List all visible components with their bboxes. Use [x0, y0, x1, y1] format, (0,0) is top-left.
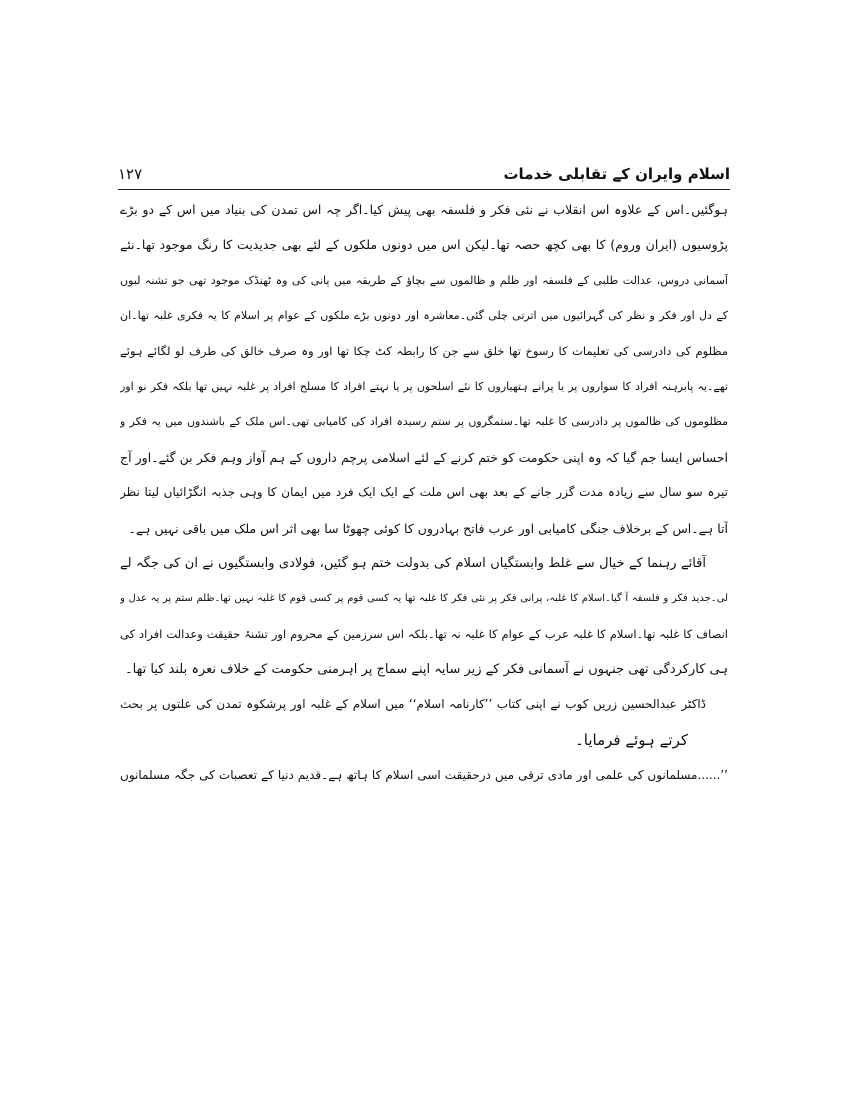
page-number: ۱۲۷: [118, 165, 143, 183]
text-line: لی۔جدید فکر و فلسفہ آ گیا۔اسلام کا غلبہ، پرانی فکر پر نئی فکر کا غلبہ تھا یہ کسی قوم پر کسی قوم کا غلبہ نہیں تھا۔ظلم ستم پر یہ عدل و: [120, 593, 728, 605]
text-line: ڈاکٹر عبدالحسین زریں کوب نے اپنی کتاب ’’کارنامہ اسلام‘‘ میں اسلام کے غلبہ اور پرشکوہ تمدن کی علتوں پر بحث: [120, 697, 706, 712]
text-line: آسمانی دروس، عدالت طلبی کے فلسفہ اور ظلم و ظالموں سے بچاؤ کے طریقہ میں پانی کی وہ ٹھنڈک موجود تھی جو تشنہ لبوں: [120, 273, 728, 287]
text-line: ’’......مسلمانوں کی علمی اور مادی ترقی میں درحقیقت اسی اسلام کا ہاتھ ہے۔قدیم دنیا کے تعصبات کی جگہ مسلمانوں: [120, 768, 728, 783]
text-line: ہی کارکردگی تھی جنہوں نے آسمانی فکر کے زیر سایہ اپنے سماج پر اہرمنی حکومت کے خلاف نعرہ بلند کیا تھا۔: [125, 662, 728, 678]
text-line: تیرہ سو سال سے زیادہ مدت گزر جانے کے بعد بھی اس ملت کے ایک ایک فرد میں ایمان کا وہی جذبہ انگڑائیاں لیتا نظر: [120, 485, 728, 500]
text-line: کے دل اور فکر و نظر کی گہرائیوں میں اترتی چلی گئی۔معاشرہ اور دونوں بڑے ملکوں کے عوام پر اسلام کا یہ فکری غلبہ تھا۔ان: [120, 309, 728, 323]
text-line: تھے۔یہ پابرہنہ افراد کا سواروں پر یا پرانے ہتھیاروں کا نئے اسلحوں پر یا نہتے افراد کا مسلح افراد پر غلبہ نہیں تھا بلکہ فکر نو اور: [120, 379, 728, 393]
text-line: ہوگئیں۔اس کے علاوہ اس انقلاب نے نئی فکر و فلسفہ بھی پیش کیا۔اگر چہ اس تمدن کی بنیاد میں اس کے دو بڑے: [120, 202, 728, 217]
text-line: آتا ہے۔اس کے برخلاف جنگی کامیابی اور عرب فاتح بہادروں کا کوئی چھوٹا سا بھی اثر اس ملک میں باقی نہیں ہے۔: [128, 520, 728, 536]
body-text: [120, 192, 728, 794]
text-line: آقائے رہنما کے خیال سے غلط وابستگیاں اسلام کی بدولت ختم ہو گئیں، فولادی وابستگیوں نے ان کی جگہ لے: [120, 555, 706, 571]
text-line: مظلوموں کی ظالموں پر دادرسی کا غلبہ تھا۔ستمگروں پر ستم رسیدہ افراد کی کامیابی تھی۔اس ملک کے باشندوں میں یہ فکر و: [120, 415, 728, 429]
running-title: اسلام وایران کے تقابلی خدمات: [503, 165, 730, 183]
text-line: احساس ایسا جم گیا کہ وہ اپنی حکومت کو ختم کرنے کے لئے اسلامی پرچم داروں کے ہم آواز وہم فکر بن گئے۔اور آج: [120, 449, 728, 465]
text-line: کرتے ہوئے فرمایا۔: [574, 730, 688, 749]
page-header: [118, 162, 730, 186]
text-line: انصاف کا غلبہ تھا۔اسلام کا غلبہ عرب کے عوام کا غلبہ نہ تھا۔بلکہ اس سرزمین کے محروم اور تشنۂ حقیقت وعدالت افراد کی: [120, 626, 728, 641]
text-line: پڑوسیوں (ایران وروم) کا بھی کچھ حصہ تھا۔لیکن اس میں دونوں ملکوں کے لئے بھی جدیدیت کا رنگ موجود تھا۔نئے: [120, 237, 728, 253]
text-line: مظلوم کی دادرسی کی تعلیمات کا رسوخ تھا خلق سے جن کا رابطہ کٹ چکا تھا اور وہ صرف خالق کی طرف لو لگائے ہوئے: [120, 343, 728, 358]
header-rule: [118, 189, 730, 190]
